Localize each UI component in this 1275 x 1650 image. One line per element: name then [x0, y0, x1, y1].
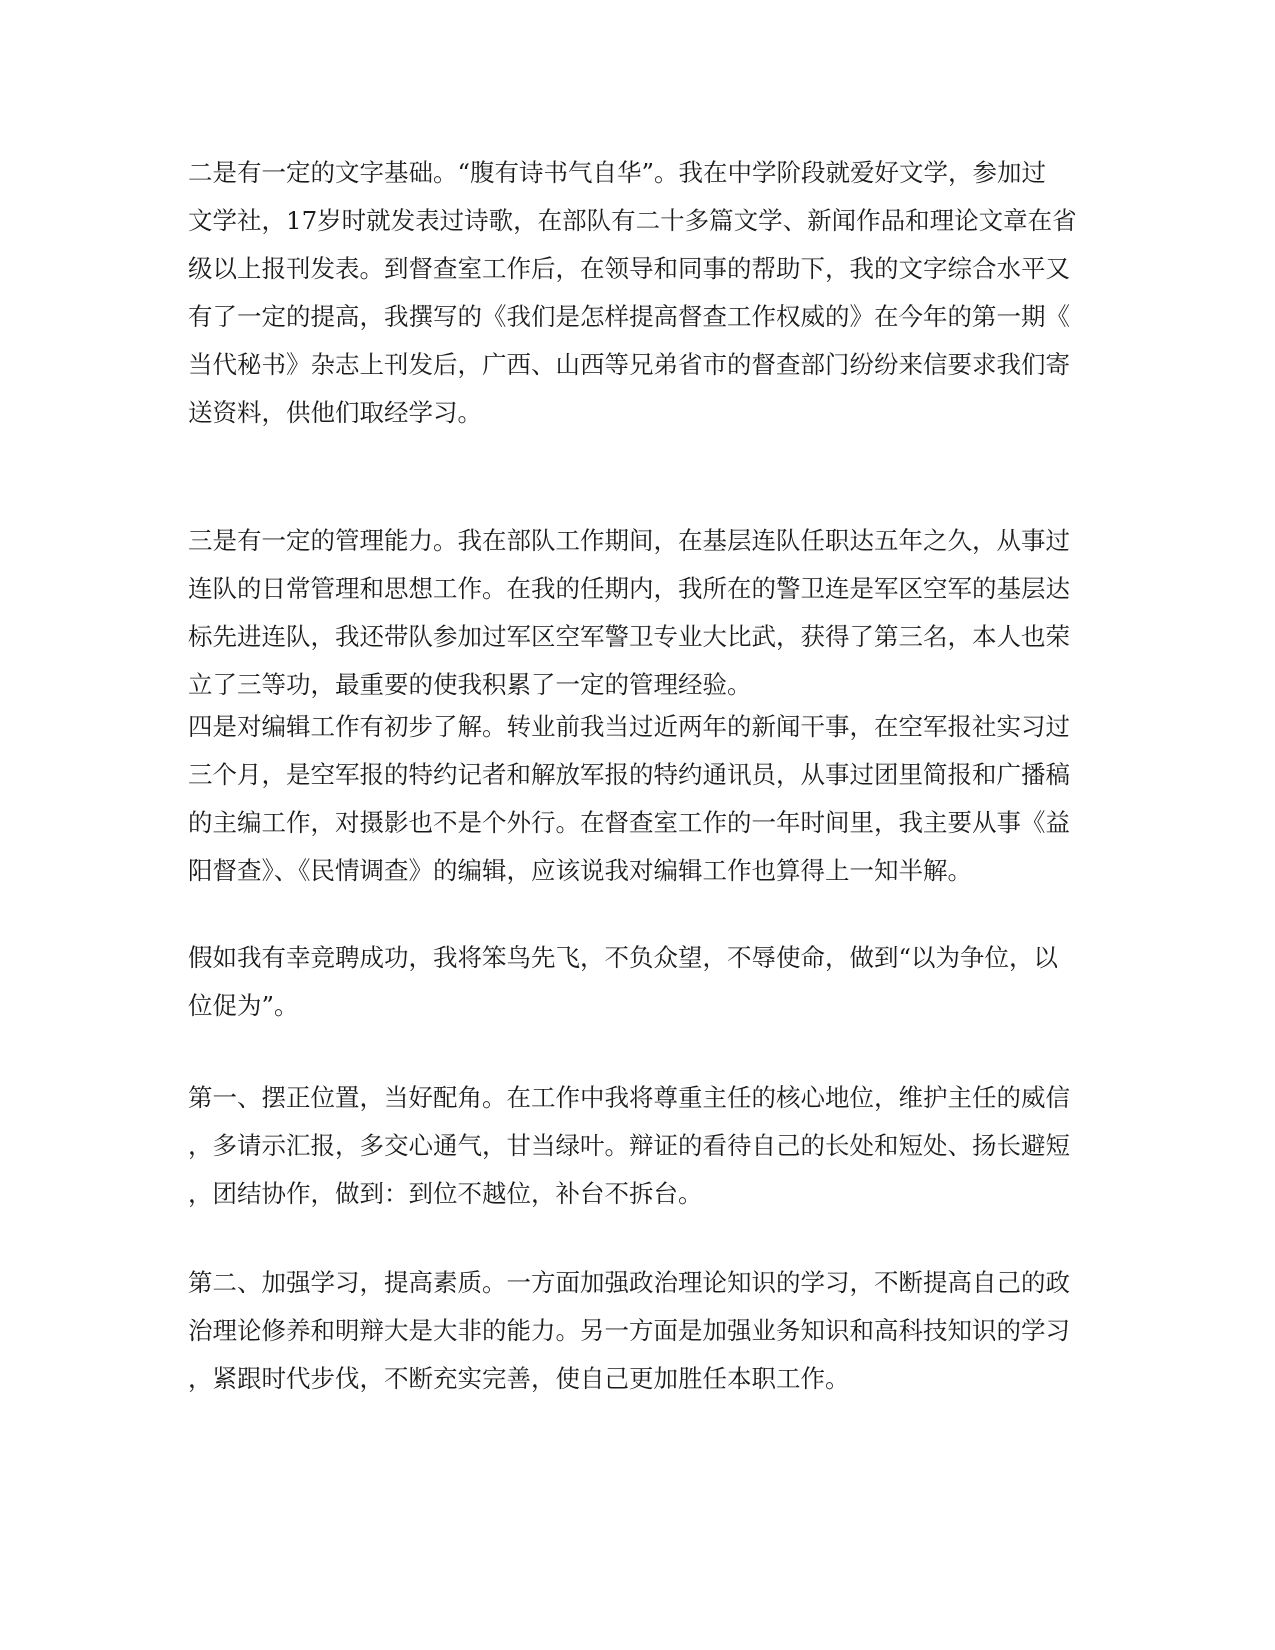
paragraph-first-point: [188, 1074, 1088, 1218]
text-line: 文学社，17岁时就发表过诗歌，在部队有二十多篇文学、新闻作品和理论文章在省: [188, 206, 1077, 235]
text-line: ，多请示汇报，多交心通气，甘当绿叶。辩证的看待自己的长处和短处、扬长避短: [188, 1131, 1070, 1160]
text-line: ，紧跟时代步伐，不断充实完善，使自己更加胜任本职工作。: [188, 1364, 850, 1393]
text-line: 第二、加强学习，提高素质。一方面加强政治理论知识的学习，不断提高自己的政: [188, 1268, 1070, 1297]
text-line: 三是有一定的管理能力。我在部队工作期间，在基层连队任职达五年之久，从事过: [188, 526, 1070, 555]
text-line: 位促为”。: [188, 991, 299, 1020]
text-line: 三个月，是空军报的特约记者和解放军报的特约通讯员，从事过团里简报和广播稿: [188, 760, 1070, 789]
text-line: 当代秘书》杂志上刊发后，广西、山西等兄弟省市的督查部门纷纷来信要求我们寄: [188, 350, 1070, 379]
text-line: 二是有一定的文字基础。“腹有诗书气自华”。我在中学阶段就爱好文学，参加过: [188, 158, 1047, 187]
text-line: 的主编工作，对摄影也不是个外行。在督查室工作的一年时间里，我主要从事《益: [188, 808, 1070, 837]
text-line: 第一、摆正位置，当好配角。在工作中我将尊重主任的核心地位，维护主任的威信: [188, 1083, 1070, 1112]
text-line: 治理论修养和明辩大是大非的能力。另一方面是加强业务知识和高科技知识的学习: [188, 1316, 1070, 1345]
text-line: 标先进连队，我还带队参加过军区空军警卫专业大比武，获得了第三名，本人也荣: [188, 622, 1070, 651]
text-line: 有了一定的提高，我撰写的《我们是怎样提高督查工作权威的》在今年的第一期《: [188, 302, 1070, 331]
paragraph-second-point: [188, 1259, 1088, 1403]
paragraph-writing-foundation: [188, 149, 1088, 437]
text-line: 送资料，供他们取经学习。: [188, 398, 482, 427]
text-line: ，团结协作，做到：到位不越位，补台不拆台。: [188, 1179, 703, 1208]
text-line: 立了三等功，最重要的使我积累了一定的管理经验。: [188, 670, 752, 699]
paragraph-pledge: [188, 934, 1088, 1030]
text-line: 假如我有幸竞聘成功，我将笨鸟先飞，不负众望，不辱使命，做到“以为争位，以: [188, 943, 1059, 972]
text-line: 连队的日常管理和思想工作。在我的任期内，我所在的警卫连是军区空军的基层达: [188, 574, 1070, 603]
text-line: 级以上报刊发表。到督查室工作后，在领导和同事的帮助下，我的文字综合水平又: [188, 254, 1070, 283]
text-line: 阳督查》、《民情调查》的编辑，应该说我对编辑工作也算得上一知半解。: [188, 856, 972, 885]
paragraph-management-ability: [188, 517, 1088, 709]
paragraph-editing-experience: [188, 703, 1088, 895]
text-line: 四是对编辑工作有初步了解。转业前我当过近两年的新闻干事，在空军报社实习过: [188, 712, 1070, 741]
